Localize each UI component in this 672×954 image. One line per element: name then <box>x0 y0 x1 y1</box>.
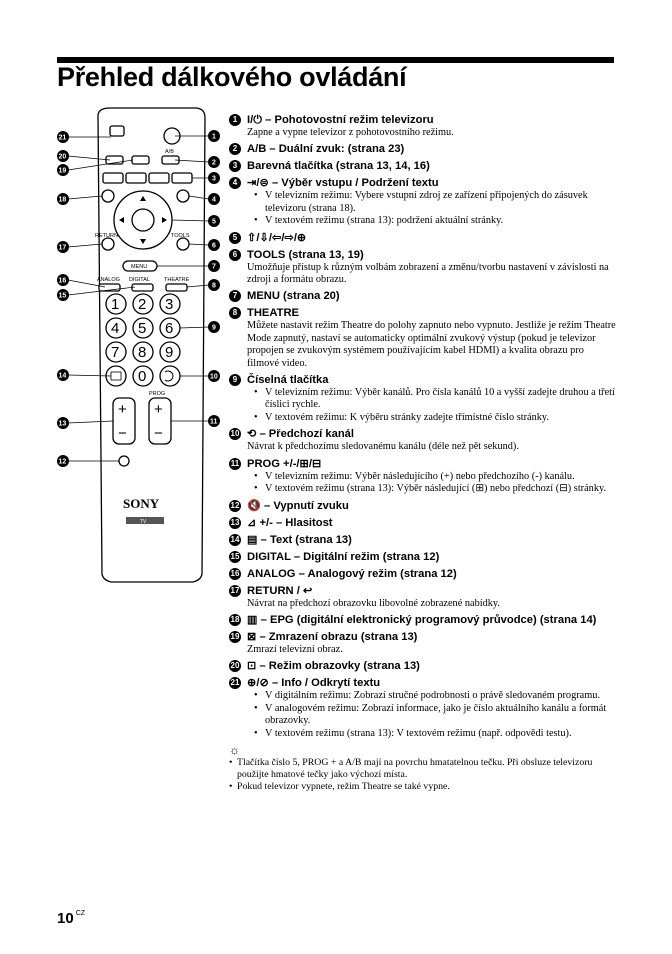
item-15: 15 DIGITAL – Digitální režim (strana 12) <box>230 550 440 563</box>
digit-7: 7 <box>111 344 120 361</box>
tip-2: • Pokud televizor vypnete, režim Theatre se také vypne. <box>237 781 617 793</box>
callouts-left <box>57 131 69 467</box>
tools-label: TOOLS <box>171 233 190 239</box>
tips-list <box>229 757 617 793</box>
svg-text:13: 13 <box>58 420 67 428</box>
svg-text:7: 7 <box>212 263 216 271</box>
tools-button <box>177 238 189 250</box>
freeze-button <box>132 156 149 164</box>
svg-text:20: 20 <box>58 153 67 161</box>
svg-text:15: 15 <box>58 292 67 300</box>
page-title: Přehled dálkového ovládání <box>57 62 407 92</box>
digit-3: 3 <box>165 296 174 313</box>
mute-button <box>119 456 129 466</box>
item-7: 7 MENU (strana 20) <box>229 289 617 303</box>
digit-2: 2 <box>138 296 147 313</box>
item-6: 6 TOOLS (strana 13, 19) Umožňuje přístup k různým volbám zobrazení a změnu/tvorbu nastavení v závislosti na zdroji a formátu obrazu. <box>229 248 617 287</box>
digit-0: 0 <box>138 368 147 385</box>
remote-illustration <box>55 104 220 684</box>
digit-5: 5 <box>138 320 147 337</box>
digit-1: 1 <box>111 296 120 313</box>
svg-text:12: 12 <box>58 458 67 466</box>
svg-text:18: 18 <box>58 196 67 204</box>
digit-6: 6 <box>165 320 174 337</box>
item-5: 5 ⇧/⇩/⇦/⇨/⊕ <box>229 231 617 245</box>
input-button <box>177 190 189 202</box>
lightbulb-icon: ☼ <box>229 742 240 757</box>
svg-text:21: 21 <box>58 134 67 142</box>
info-button <box>110 126 124 136</box>
yellow-button <box>149 173 169 183</box>
item-8: 8 THEATRE Můžete nastavit režim Theatre do polohy zapnuto nebo vypnuto. Jestliže je režim Theatre Mode zapnutý, nastaví se automaticky optimální zvukový výstup (pokud je televizor propojen se zvukovým systémem používajícím kabel HDMI) a kvalita obrazu pro filmové video. <box>229 306 617 370</box>
green-button <box>126 173 146 183</box>
item-1: 1 I/⏻ – Pohotovostní režim televizoru Zapne a vypne televizor z pohotovostního režimu. <box>229 113 617 139</box>
vol-plus: + <box>118 401 127 418</box>
svg-text:8: 8 <box>212 282 216 290</box>
item-9: 9 Číselná tlačítka • V televizním režimu: Výběr kanálů. Pro čísla kanálů 10 a vyšší zadejte druhou a třetí číslici rychle. • V textovém režimu: K výběru stránky zadejte třímístné číslo stránky. <box>229 373 617 424</box>
item-11: 11 PROG +/-/⊞/⊟ • V televizním režimu: Výběr následujícího (+) nebo předchozího (-) kanálu. • V textovém režimu (strana 13): Výběr následující (⊞) nebo předchozí (⊟) stránky. <box>229 457 617 496</box>
theatre-button <box>166 284 187 291</box>
digital-button <box>132 284 153 291</box>
svg-text:16: 16 <box>58 277 67 285</box>
page-number: 10 $^{CZ}$ <box>57 910 86 927</box>
svg-text:3: 3 <box>212 175 216 183</box>
svg-text:10: 10 <box>210 373 218 381</box>
svg-text:9: 9 <box>212 324 216 332</box>
item-16: 16 ANALOG – Analogový režim (strana 12) <box>230 567 457 580</box>
item-12: 12 🔇 – Vypnutí zvuku <box>230 499 349 512</box>
digit-8: 8 <box>138 344 147 361</box>
button-description-list <box>229 113 617 793</box>
theatre-label: THEATRE <box>164 277 190 283</box>
tip-1: • Tlačítka číslo 5, PROG + a A/B mají na povrchu hmatatelnou tečku. Při obsluze televizoru použijte hmatové tečky jako výchozí místa. <box>237 757 617 781</box>
callouts-right <box>208 130 220 427</box>
svg-text:19: 19 <box>58 167 67 175</box>
menu-label: MENU <box>131 264 148 270</box>
digit-4: 4 <box>111 320 120 337</box>
item-13: 13 ⊿ +/- – Hlasitost <box>230 516 333 529</box>
red-button <box>103 173 123 183</box>
svg-text:5: 5 <box>212 218 216 226</box>
prog-plus: + <box>154 401 163 418</box>
item-2: 2 A/B – Duální zvuk: (strana 23) <box>229 142 617 156</box>
item-3: 3 Barevná tlačítka (strana 13, 14, 16) <box>229 159 617 173</box>
item-17: 17 RETURN / ↩ Návrat na předchozí obrazovku libovolné zobrazené nabídky. <box>230 584 500 609</box>
digit-9: 9 <box>165 344 174 361</box>
item-21: 21 ⊕/⊘ – Info / Odkrytí textu • V digitálním režimu: Zobrazí stručné podrobnosti o právě sledovaném programu. • V analogovém režimu: Zobrazí informace, jako je číslo aktuálního kanálu a formát obrazovky. • V textovém režimu (strana 13): V textovém režimu (např. odpovědi testu). <box>229 676 617 740</box>
brand-logo: SONY <box>123 496 160 511</box>
ab-label: A/B <box>165 149 174 155</box>
item-10: 10 ⟲ – Předchozí kanál Návrat k předchozímu sledovanému kanálu (déle než pět sekund). <box>230 428 519 453</box>
svg-text:2: 2 <box>212 159 216 167</box>
svg-text:11: 11 <box>210 418 218 426</box>
digital-label: DIGITAL <box>129 277 150 283</box>
svg-text:1: 1 <box>212 133 216 141</box>
analog-label: ANALOG <box>97 277 120 283</box>
return-button <box>102 238 114 250</box>
item-14: 14 ▤ – Text (strana 13) <box>230 533 352 546</box>
prog-minus: − <box>154 425 163 442</box>
svg-text:14: 14 <box>58 372 67 380</box>
dpad-ok <box>132 209 154 231</box>
svg-text:6: 6 <box>212 242 216 250</box>
epg-button <box>102 190 114 202</box>
vol-minus: − <box>118 425 127 442</box>
item-18: 18 ▥ – EPG (digitální elektronický programový průvodce) (strana 14) <box>230 613 597 626</box>
tv-label: TV <box>140 519 147 525</box>
svg-text:4: 4 <box>212 196 216 204</box>
svg-text:17: 17 <box>58 244 67 252</box>
remote-svg <box>55 104 220 684</box>
blue-button <box>172 173 192 183</box>
item-4: 4 ⇥/⊜ – Výběr vstupu / Podržení textu • V televizním režimu: Vybere vstupní zdroj ze zařízení připojených do zásuvek televizoru (strana 18). • V textovém režimu (strana 13): podržení aktuální stránky. <box>229 176 617 227</box>
return-label: RETURN <box>95 233 118 239</box>
prog-label: PROG <box>149 391 166 397</box>
item-20: 20 ⊡ – Režim obrazovky (strana 13) <box>230 660 420 673</box>
item-19: 19 ⊠ – Zmrazení obrazu (strana 13) Zmrazí televizní obraz. <box>230 630 418 655</box>
